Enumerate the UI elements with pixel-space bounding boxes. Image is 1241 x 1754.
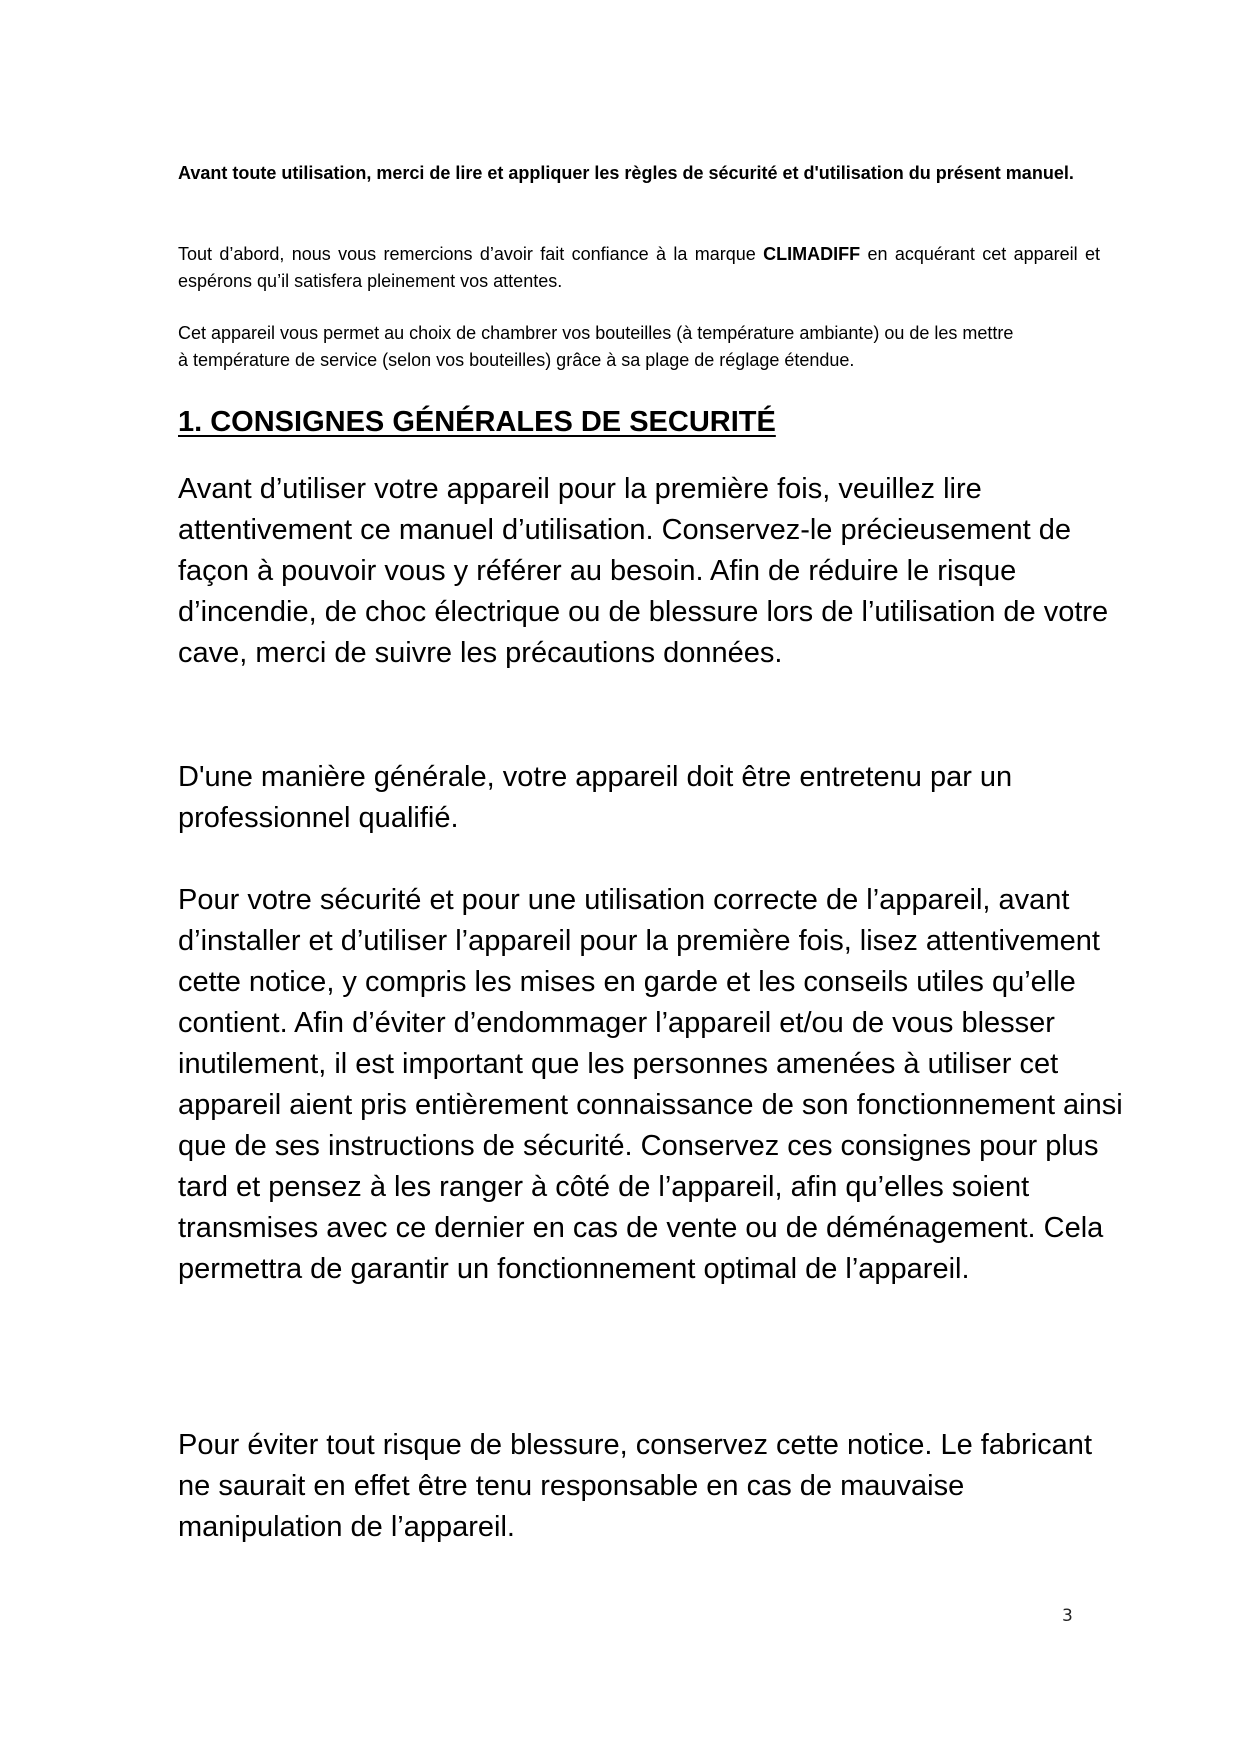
paragraph-maintenance: D'une manière générale, votre appareil doit être entretenu par un professionnel qualifié.: [178, 761, 1013, 834]
choice-line-2: à température de service (selon vos bouteilles) grâce à sa plage de réglage étendue.: [178, 350, 855, 370]
thanks-text-after: en acquérant cet appareil et espérons qu’il satisfera pleinement vos attentes.: [178, 244, 1100, 291]
intro-bold-notice: Avant toute utilisation, merci de lire et appliquer les règles de sécurité et d'utilisation du présent manuel.: [178, 163, 1074, 183]
choice-paragraph: [178, 320, 1100, 374]
section-heading: 1. CONSIGNES GÉNÉRALES DE SECURITÉ: [178, 406, 776, 438]
page-number: 3: [1062, 1606, 1073, 1626]
paragraph-injury-risk: Pour éviter tout risque de blessure, conservez cette notice. Le fabricant ne saurait en effet être tenu responsable en cas de mauvaise manipulation de l’appareil.: [178, 1429, 1092, 1543]
paragraph-manual-reading: Avant d’utiliser votre appareil pour la première fois, veuillez lire attentivement ce manuel d’utilisation. Conservez-le précieusement de façon à pouvoir vous y référer au besoin. Afin de réduire le risque d’incendie, de choc électrique ou de blessure lors de l’utilisation de votre cave, merci de suivre les précautions données.: [178, 473, 1109, 669]
thanks-text-before: Tout d’abord, nous vous remercions d’avoir fait confiance à la marque: [178, 244, 764, 264]
choice-line-1: Cet appareil vous permet au choix de chambrer vos bouteilles (à température ambiante) ou de les mettre: [178, 323, 1014, 343]
thanks-paragraph: [178, 241, 1100, 295]
brand-name: CLIMADIFF: [763, 244, 861, 264]
paragraph-safety-usage: Pour votre sécurité et pour une utilisation correcte de l’appareil, avant d’installer et d’utiliser l’appareil pour la première fois, lisez attentivement cette notice, y compris les mises en garde et les conseils utiles qu’elle contient. Afin d’éviter d’endommager l’appareil et/ou de vous blesser inutilement, il est important que les personnes amenées à utiliser cet appareil aient pris entièrement connaissance de son fonctionnement ainsi que de ses instructions de sécurité. Conservez ces consignes pour plus tard et pensez à les ranger à côté de l’appareil, afin qu’elles soient transmises avec ce dernier en cas de vente ou de déménagement. Cela permettra de garantir un fonctionnement optimal de l’appareil.: [178, 884, 1123, 1285]
